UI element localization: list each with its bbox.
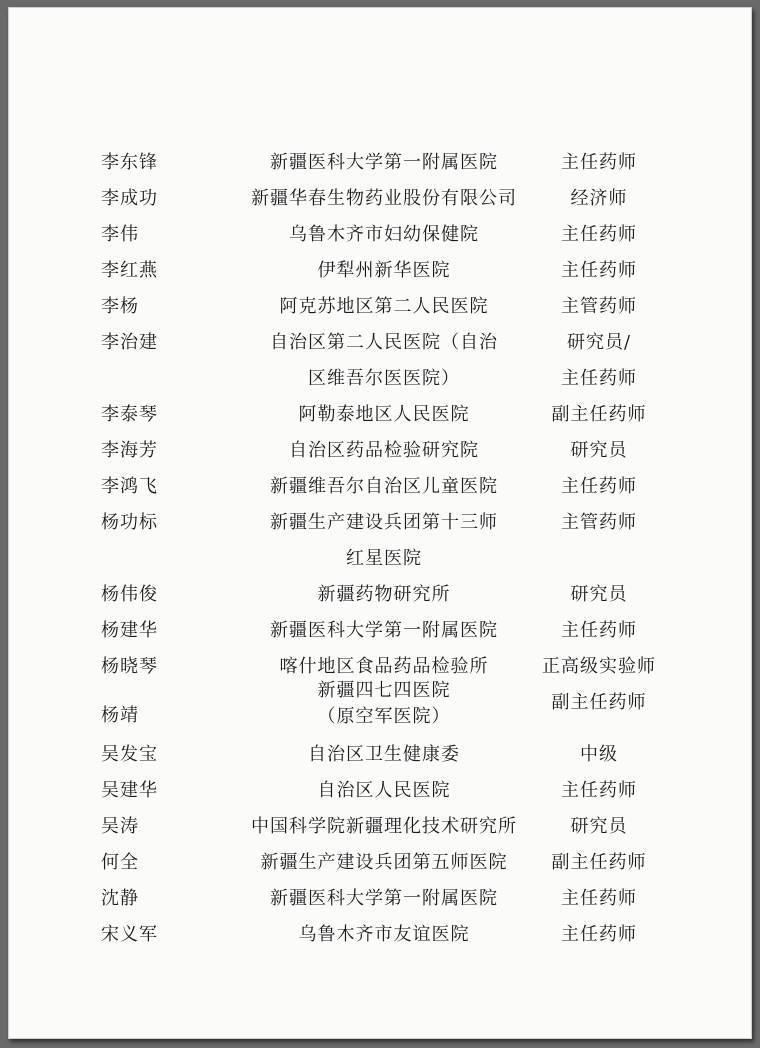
- roster-row: [9, 400, 751, 436]
- organization: [239, 580, 529, 616]
- title-line: 副主任药师: [551, 852, 647, 873]
- organization: [239, 220, 529, 256]
- roster-row: [9, 148, 751, 184]
- organization: [239, 292, 529, 328]
- person-name: 杨晓琴: [101, 656, 158, 677]
- professional-title: [524, 580, 674, 616]
- organization-line: 新疆药物研究所: [317, 584, 451, 605]
- title-line: 研究员: [570, 584, 628, 605]
- organization: [239, 740, 529, 776]
- expert-roster: [9, 148, 751, 956]
- title-line: 研究员: [570, 440, 628, 461]
- organization-line: 乌鲁木齐市妇幼保健院: [289, 224, 479, 245]
- organization: [239, 148, 529, 184]
- organization-line: 自治区人民医院: [317, 780, 451, 801]
- title-line: 主任药师: [561, 620, 637, 641]
- title-line: 主任药师: [561, 224, 637, 245]
- roster-row: [9, 680, 751, 740]
- organization-line: 红星医院: [346, 548, 422, 569]
- professional-title: [524, 884, 674, 920]
- roster-row: [9, 884, 751, 920]
- title-line: 主任药师: [561, 152, 637, 173]
- organization-line: 新疆生产建设兵团第五师医院: [260, 852, 508, 873]
- professional-title: [524, 292, 674, 328]
- document-page: [8, 7, 752, 1039]
- person-name: 李伟: [101, 224, 139, 245]
- title-line: 主任药师: [561, 476, 637, 497]
- roster-row: [9, 812, 751, 848]
- professional-title: [524, 848, 674, 884]
- roster-row: [9, 256, 751, 292]
- roster-row: [9, 508, 751, 580]
- organization-line: 乌鲁木齐市友谊医院: [298, 924, 470, 945]
- organization: [239, 848, 529, 884]
- professional-title: [524, 436, 674, 472]
- organization: [239, 472, 529, 508]
- professional-title: [524, 256, 674, 292]
- person-name: 杨功标: [101, 512, 158, 533]
- organization-line: 伊犁州新华医院: [317, 260, 451, 281]
- person-name: 李杨: [101, 296, 139, 317]
- organization-line: 新疆医科大学第一附属医院: [270, 152, 498, 173]
- organization-line: 阿克苏地区第二人民医院: [279, 296, 489, 317]
- organization-line: 新疆华春生物药业股份有限公司: [251, 188, 517, 209]
- professional-title: [524, 776, 674, 812]
- organization: [239, 400, 529, 436]
- professional-title: [524, 400, 674, 436]
- title-line: 研究员/: [566, 332, 632, 353]
- organization: [239, 508, 529, 580]
- person-name: 杨伟俊: [101, 584, 158, 605]
- roster-row: [9, 776, 751, 812]
- title-line: 正高级实验师: [542, 656, 656, 677]
- person-name: 吴建华: [101, 780, 158, 801]
- person-name: 吴发宝: [101, 744, 158, 765]
- organization: [239, 776, 529, 812]
- person-name: 宋义军: [101, 924, 158, 945]
- roster-row: [9, 616, 751, 652]
- organization: [239, 676, 529, 728]
- organization-line: 中国科学院新疆理化技术研究所: [251, 816, 517, 837]
- organization: [239, 184, 529, 220]
- organization: [239, 616, 529, 652]
- professional-title: [524, 328, 674, 400]
- organization-line: 新疆医科大学第一附属医院: [270, 620, 498, 641]
- title-line: 副主任药师: [551, 404, 647, 425]
- roster-row: [9, 740, 751, 776]
- title-line: 研究员: [570, 816, 628, 837]
- organization: [239, 812, 529, 848]
- roster-row: [9, 436, 751, 472]
- roster-row: [9, 328, 751, 400]
- title-line: 主任药师: [561, 368, 637, 389]
- title-line: 主管药师: [561, 512, 637, 533]
- person-name: 何全: [101, 852, 139, 873]
- roster-row: [9, 184, 751, 220]
- organization-line: 阿勒泰地区人民医院: [298, 404, 470, 425]
- title-line: 副主任药师: [551, 692, 647, 713]
- person-name: 李海芳: [101, 440, 158, 461]
- title-line: 主任药师: [561, 888, 637, 909]
- organization: [239, 436, 529, 472]
- professional-title: [524, 920, 674, 956]
- title-line: 主任药师: [561, 260, 637, 281]
- professional-title: [524, 616, 674, 652]
- person-name: 李成功: [101, 188, 158, 209]
- organization-line: 新疆医科大学第一附属医院: [270, 888, 498, 909]
- roster-row: [9, 848, 751, 884]
- professional-title: [524, 148, 674, 184]
- title-line: 中级: [580, 744, 618, 765]
- organization-line: 新疆生产建设兵团第十三师: [270, 512, 498, 533]
- professional-title: [524, 812, 674, 848]
- title-line: 主任药师: [561, 924, 637, 945]
- person-name: 沈静: [101, 888, 139, 909]
- person-name: 吴涛: [101, 816, 139, 837]
- organization: [239, 920, 529, 956]
- organization-line: 区维吾尔医医院）: [308, 368, 460, 389]
- roster-row: [9, 472, 751, 508]
- professional-title: [524, 184, 674, 220]
- roster-row: [9, 920, 751, 956]
- title-line: 主任药师: [561, 780, 637, 801]
- professional-title: [524, 220, 674, 256]
- organization: [239, 256, 529, 292]
- person-name: 李泰琴: [101, 404, 158, 425]
- person-name: 杨建华: [101, 620, 158, 641]
- title-line: 主管药师: [561, 296, 637, 317]
- person-name: 杨靖: [101, 705, 139, 726]
- organization-line: 自治区第二人民医院（自治: [270, 332, 498, 353]
- person-name: 李东锋: [101, 152, 158, 173]
- organization-line: 自治区药品检验研究院: [289, 440, 479, 461]
- title-line: 经济师: [570, 188, 628, 209]
- professional-title: [524, 652, 674, 688]
- roster-row: [9, 220, 751, 256]
- organization: [239, 884, 529, 920]
- organization-line: 新疆维吾尔自治区儿童医院: [270, 476, 498, 497]
- roster-row: [9, 292, 751, 328]
- organization-line: 自治区卫生健康委: [308, 744, 460, 765]
- person-name: 李红燕: [101, 260, 158, 281]
- person-name: 李鸿飞: [101, 476, 158, 497]
- professional-title: [524, 688, 674, 724]
- roster-row: [9, 580, 751, 616]
- professional-title: [524, 472, 674, 508]
- person-name: 李治建: [101, 332, 158, 353]
- organization-line: 新疆四七四医院: [317, 680, 451, 701]
- organization-line: （原空军医院）: [317, 706, 451, 727]
- professional-title: [524, 508, 674, 544]
- organization-line: 喀什地区食品药品检验所: [279, 656, 489, 677]
- organization: [239, 328, 529, 400]
- professional-title: [524, 740, 674, 776]
